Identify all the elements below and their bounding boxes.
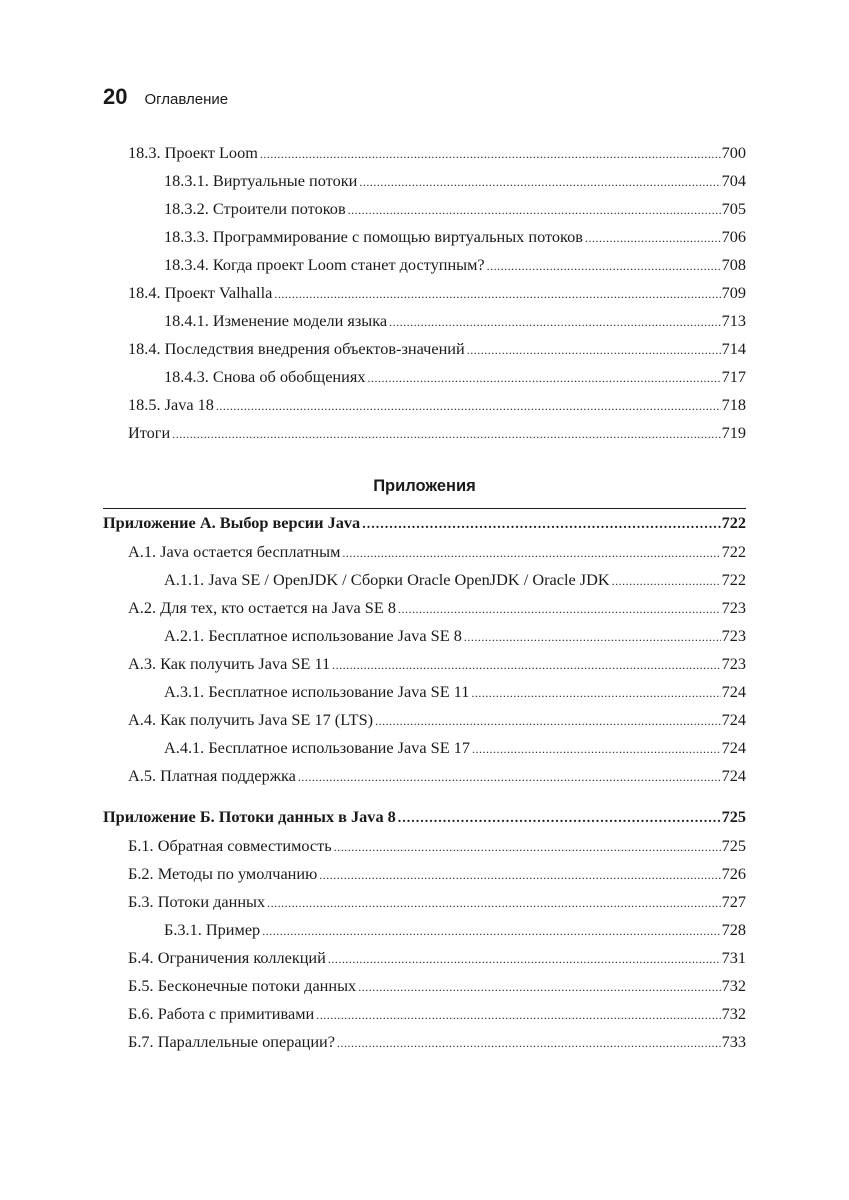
toc-entry[interactable] [164, 566, 746, 594]
toc-entry-title: А.1. Java остается бесплатным [128, 542, 341, 561]
dot-leader [334, 833, 721, 861]
dot-leader [398, 805, 721, 833]
dot-leader [332, 651, 720, 679]
toc-entry-page: 732 [721, 1004, 746, 1023]
dot-leader [585, 224, 721, 252]
toc-entry-title: 18.4.1. Изменение модели языка [164, 311, 388, 330]
toc-entry[interactable] [128, 832, 746, 860]
dot-leader [358, 973, 720, 1001]
toc-entry[interactable] [128, 1028, 746, 1056]
dot-leader [464, 623, 721, 651]
toc-entry-title: Приложение А. Выбор версии Java [103, 513, 361, 532]
toc-entry-page: 728 [721, 920, 746, 939]
toc-entry-title: А.3.1. Бесплатное использование Java SE 11 [164, 682, 470, 701]
toc-entry[interactable] [164, 307, 746, 335]
toc-entry-page: 725 [721, 807, 746, 826]
dot-leader [298, 763, 721, 791]
toc-entry-title: 18.4.3. Снова об обобщениях [164, 367, 366, 386]
toc-entry-title: 18.3.4. Когда проект Loom станет доступным? [164, 255, 485, 274]
dot-leader [274, 280, 720, 308]
toc-entry-title: А.4. Как получить Java SE 17 (LTS) [128, 710, 374, 729]
toc-entry-title: А.2.1. Бесплатное использование Java SE 8 [164, 626, 462, 645]
toc-entry-page: 724 [721, 710, 746, 729]
toc-entry-title: Б.5. Бесконечные потоки данных [128, 976, 357, 995]
toc-entry-page: 714 [721, 339, 746, 358]
running-title: Оглавление [144, 91, 229, 108]
dot-leader [172, 420, 720, 448]
toc-entry-title: Б.3. Потоки данных [128, 892, 266, 911]
toc-entry[interactable] [128, 538, 746, 566]
toc-entry-page: 724 [721, 682, 746, 701]
toc-entry[interactable] [128, 650, 746, 678]
dot-leader [471, 679, 720, 707]
toc-entry[interactable] [128, 944, 746, 972]
toc-entry-title: А.5. Платная поддержка [128, 766, 296, 785]
toc-entry[interactable] [164, 251, 746, 279]
toc-entry-title: 18.4. Проект Valhalla [128, 283, 273, 302]
dot-leader [260, 140, 721, 168]
dot-leader [267, 889, 720, 917]
toc-entry-page: 725 [721, 836, 746, 855]
toc-entry-page: 727 [721, 892, 746, 911]
toc-entry-page: 723 [721, 626, 746, 645]
toc-entry-page: 708 [721, 255, 746, 274]
toc-entry-page: 706 [721, 227, 746, 246]
toc-entry-title: Б.6. Работа с примитивами [128, 1004, 315, 1023]
toc-entry-page: 709 [721, 283, 746, 302]
toc-entry[interactable] [128, 1000, 746, 1028]
toc-entry-title: Б.3.1. Пример [164, 920, 261, 939]
toc-entry-page: 724 [721, 738, 746, 757]
appendices-heading: Приложения [373, 477, 476, 495]
toc-entry-page: 724 [721, 766, 746, 785]
dot-leader [262, 917, 720, 945]
toc-entry-page: 713 [721, 311, 746, 330]
toc-entry-page: 718 [721, 395, 746, 414]
toc-appendix-entry[interactable] [103, 803, 746, 831]
toc-entry-title: Б.2. Методы по умолчанию [128, 864, 318, 883]
dot-leader [612, 567, 721, 595]
toc-entry[interactable] [164, 195, 746, 223]
dot-leader [368, 364, 721, 392]
toc-entry-page: 723 [721, 654, 746, 673]
toc-entry[interactable] [128, 762, 746, 790]
toc-entry[interactable] [128, 860, 746, 888]
toc-entry-page: 723 [721, 598, 746, 617]
toc-entry-title: Б.1. Обратная совместимость [128, 836, 332, 855]
toc-entry[interactable] [128, 706, 746, 734]
toc-entry[interactable] [128, 335, 746, 363]
toc-entry-title: 18.3.1. Виртуальные потоки [164, 171, 358, 190]
toc-entry[interactable] [164, 916, 746, 944]
toc-entry[interactable] [164, 734, 746, 762]
toc-entry[interactable] [128, 594, 746, 622]
toc-entry[interactable] [128, 972, 746, 1000]
dot-leader [398, 595, 721, 623]
toc-entry-page: 700 [721, 143, 746, 162]
dot-leader [319, 861, 720, 889]
dot-leader [389, 308, 720, 336]
running-head [103, 84, 228, 112]
toc-entry-title: А.3. Как получить Java SE 11 [128, 654, 331, 673]
toc-entry[interactable] [164, 622, 746, 650]
toc-entry-page: 705 [721, 199, 746, 218]
dot-leader [342, 539, 720, 567]
toc-entry[interactable] [128, 419, 746, 447]
toc-entry-page: 717 [721, 367, 746, 386]
toc-entry-title: Б.4. Ограничения коллекций [128, 948, 326, 967]
dot-leader [467, 336, 721, 364]
toc-entry-title: А.4.1. Бесплатное использование Java SE 17 [164, 738, 471, 757]
page-number: 20 [103, 84, 128, 109]
dot-leader [216, 392, 721, 420]
dot-leader [348, 196, 721, 224]
toc-entry[interactable] [128, 888, 746, 916]
toc-entry-page: 722 [721, 570, 746, 589]
dot-leader [375, 707, 720, 735]
toc-entry-title: 18.3. Проект Loom [128, 143, 258, 162]
toc-entry-page: 726 [721, 864, 746, 883]
toc-entry[interactable] [164, 167, 746, 195]
dot-leader [362, 511, 720, 539]
toc-entry[interactable] [128, 391, 746, 419]
toc-entry-title: 18.5. Java 18 [128, 395, 214, 414]
toc-entry-page: 733 [721, 1032, 746, 1051]
toc-entry-title: Б.7. Параллельные операции? [128, 1032, 335, 1051]
toc-entry-title: А.1.1. Java SE / OpenJDK / Сборки Oracle OpenJDK / Oracle JDK [164, 570, 610, 589]
toc-entry[interactable] [128, 279, 746, 307]
dot-leader [487, 252, 721, 280]
toc-entry-page: 731 [721, 948, 746, 967]
toc-entry-page: 704 [721, 171, 746, 190]
dot-leader [316, 1001, 720, 1029]
toc-entry-page: 719 [721, 423, 746, 442]
toc-entry-page: 732 [721, 976, 746, 995]
toc-entry[interactable] [164, 223, 746, 251]
toc-entry-title: 18.3.2. Строители потоков [164, 199, 346, 218]
toc-entry-title: Итоги [128, 423, 171, 442]
toc-entry-title: 18.4. Последствия внедрения объектов-значений [128, 339, 465, 358]
toc-entry-title: Приложение Б. Потоки данных в Java 8 [103, 807, 396, 826]
dot-leader [337, 1029, 721, 1057]
toc-entry-title: А.2. Для тех, кто остается на Java SE 8 [128, 598, 396, 617]
toc-entry-page: 722 [721, 513, 746, 532]
toc-appendix-entry[interactable] [103, 509, 746, 537]
toc-entry[interactable] [164, 678, 746, 706]
toc-entry[interactable] [164, 363, 746, 391]
dot-leader [328, 945, 721, 973]
toc-entry[interactable] [128, 139, 746, 167]
toc-entry-title: 18.3.3. Программирование с помощью виртуальных потоков [164, 227, 583, 246]
dot-leader [472, 735, 721, 763]
toc-entry-page: 722 [721, 542, 746, 561]
dot-leader [359, 168, 720, 196]
